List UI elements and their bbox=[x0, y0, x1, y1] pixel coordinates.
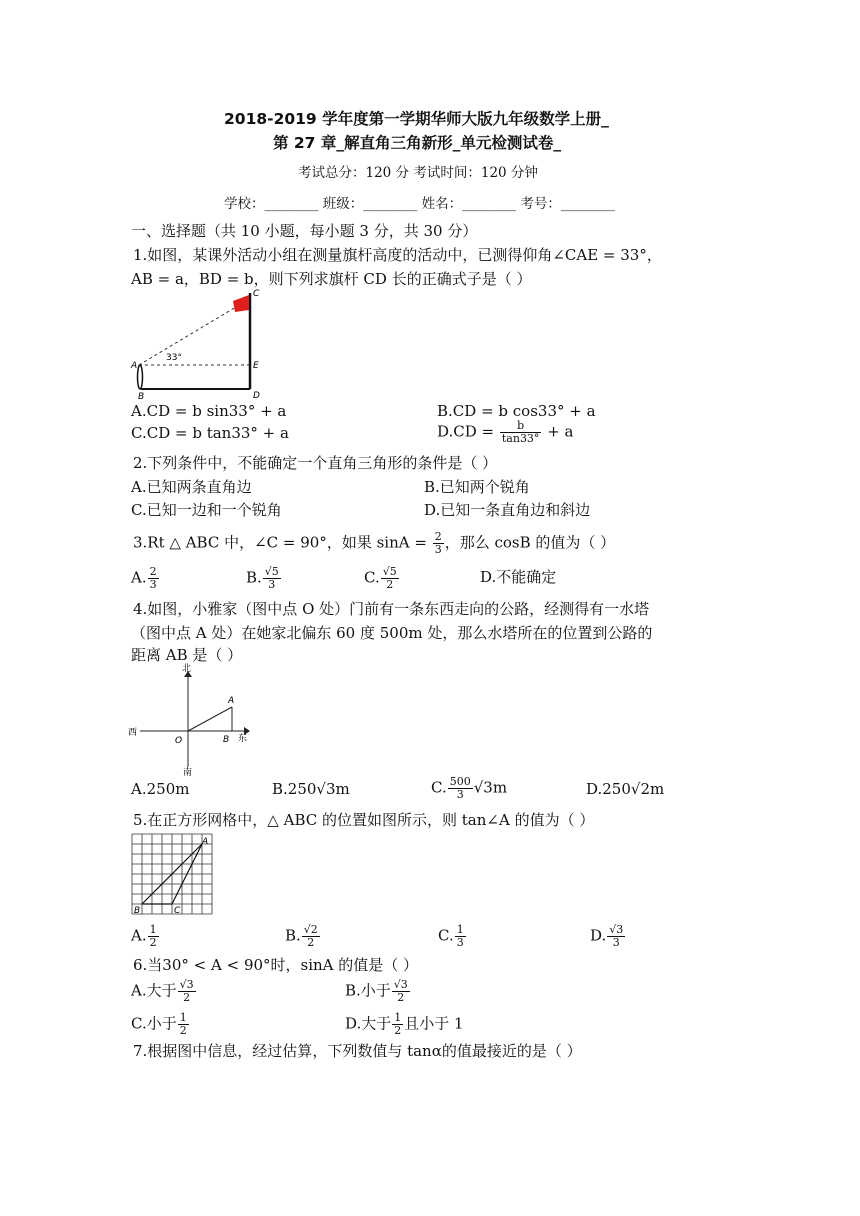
q4-option-c-prefix: C. bbox=[431, 778, 447, 797]
q1-stem-line2: AB = a，BD = b，则下列求旗杆 CD 长的正确式子是（ ） bbox=[131, 270, 532, 288]
q4-stem-line1: 4.如图，小雅家（图中点 O 处）门前有一条东西走向的公路，经测得有一水塔 bbox=[133, 600, 650, 618]
q3-stem bbox=[133, 531, 615, 556]
q6-option-b bbox=[345, 979, 411, 1004]
title-line-2: 第 27 章_解直角三角新形_单元检测试卷_ bbox=[273, 134, 562, 152]
q1-option-d-prefix: D.CD = bbox=[437, 422, 499, 441]
q1-option-d-den: tan33° bbox=[501, 432, 540, 445]
q4-label-a: A bbox=[228, 696, 235, 706]
q5-option-b-prefix: B. bbox=[285, 926, 301, 945]
q3-stem-part1: 3.Rt △ ABC 中，∠C = 90°，如果 sinA = bbox=[133, 533, 432, 552]
q1-flag bbox=[233, 295, 249, 312]
q3-option-b-num: √5 bbox=[264, 565, 279, 578]
q5-option-d-den: 3 bbox=[612, 936, 620, 949]
q4-label-o: O bbox=[175, 736, 183, 746]
q2-option-b: B.已知两个锐角 bbox=[424, 478, 530, 496]
q6-option-a-prefix: A.大于 bbox=[131, 981, 177, 1000]
q3-option-c-num: √5 bbox=[382, 565, 397, 578]
q3-stem-part2: ，那么 cosB 的值为（ ） bbox=[444, 533, 616, 552]
q6-stem: 6.当30° < A < 90°时，sinA 的值是（ ） bbox=[133, 956, 419, 974]
q3-option-d: D.不能确定 bbox=[480, 568, 557, 586]
q6-option-a-den: 2 bbox=[183, 991, 191, 1004]
q2-option-d: D.已知一条直角边和斜边 bbox=[424, 501, 591, 519]
q6-option-d-fraction bbox=[392, 1012, 403, 1037]
q1-option-d-fraction bbox=[500, 420, 542, 445]
q5-label-a: A bbox=[202, 837, 209, 847]
q5-option-d bbox=[590, 924, 626, 949]
q3-option-b-prefix: B. bbox=[246, 568, 262, 587]
q6-option-c-fraction bbox=[178, 1012, 189, 1037]
q5-label-c: C bbox=[174, 906, 181, 916]
student-info: 学校：________ 班级：________ 姓名：________ 考号：________ bbox=[224, 196, 615, 212]
q6-option-d-num: 1 bbox=[394, 1011, 402, 1024]
q5-option-d-num: √3 bbox=[609, 923, 624, 936]
q3-option-c-den: 2 bbox=[386, 578, 394, 591]
q5-option-b-fraction bbox=[302, 924, 320, 949]
q4-option-a: A.250m bbox=[131, 780, 190, 798]
q6-option-d-den: 2 bbox=[394, 1024, 402, 1037]
exam-info: 考试总分：120 分 考试时间：120 分钟 bbox=[298, 165, 538, 181]
q1-label-d: D bbox=[253, 391, 260, 401]
q4-option-c-fraction bbox=[448, 776, 473, 801]
q4-stem-line2: （图中点 A 处）在她家北偏东 60 度 500m 处，那么水塔所在的位置到公路的 bbox=[131, 624, 653, 642]
q6-option-a bbox=[131, 979, 197, 1004]
title-line-1: 2018-2019 学年度第一学期华师大版九年级数学上册_ bbox=[224, 110, 609, 128]
q5-option-c-fraction bbox=[455, 924, 466, 949]
q6-option-b-fraction bbox=[392, 979, 410, 1004]
q5-grid-figure bbox=[128, 832, 220, 918]
q5-option-a-fraction bbox=[148, 924, 159, 949]
q2-option-a: A.已知两条直角边 bbox=[131, 478, 252, 496]
q6-option-a-fraction bbox=[178, 979, 196, 1004]
q5-option-b-num: √2 bbox=[303, 923, 318, 936]
q3-option-a-fraction bbox=[148, 566, 159, 591]
q4-option-b: B.250√3m bbox=[272, 780, 350, 798]
q1-stem-line1: 1.如图，某课外活动小组在测量旗杆高度的活动中，已测得仰角∠CAE = 33°， bbox=[133, 246, 662, 264]
q6-option-d-prefix: D.大于 bbox=[345, 1014, 392, 1033]
q6-option-d-suffix: 且小于 1 bbox=[404, 1014, 464, 1033]
q3-option-b-den: 3 bbox=[268, 578, 276, 591]
q4-figure bbox=[126, 663, 256, 778]
q4-option-d: D.250√2m bbox=[586, 780, 665, 798]
q4-label-east: 东 bbox=[238, 734, 248, 744]
q1-label-c: C bbox=[253, 289, 260, 299]
q1-observer bbox=[138, 365, 143, 389]
section-heading: 一、选择题（共 10 小题，每小题 3 分，共 30 分） bbox=[131, 222, 478, 240]
q2-option-c: C.已知一边和一个锐角 bbox=[131, 501, 282, 519]
q1-option-d-suffix: + a bbox=[542, 422, 574, 441]
q4-label-north: 北 bbox=[182, 664, 192, 674]
q1-angle-label: 33° bbox=[166, 353, 182, 363]
q3-option-a bbox=[131, 566, 160, 591]
q4-option-c-den: 3 bbox=[456, 788, 464, 801]
q1-option-d bbox=[437, 420, 574, 445]
q3-option-a-num: 2 bbox=[149, 565, 157, 578]
q4-label-b: B bbox=[223, 735, 230, 745]
q1-option-d-num: b bbox=[500, 420, 542, 433]
q6-option-b-prefix: B.小于 bbox=[345, 981, 391, 1000]
q6-option-a-num: √3 bbox=[179, 978, 194, 991]
q5-option-b bbox=[285, 924, 321, 949]
q6-option-c bbox=[131, 1012, 190, 1037]
q3-option-a-prefix: A. bbox=[131, 568, 147, 587]
q5-option-c-num: 1 bbox=[456, 923, 464, 936]
q1-label-a: A bbox=[131, 361, 138, 371]
q6-option-d bbox=[345, 1012, 464, 1037]
q3-stem-den: 3 bbox=[434, 543, 442, 556]
q6-option-c-num: 1 bbox=[179, 1011, 187, 1024]
q1-option-b: B.CD = b cos33° + a bbox=[437, 402, 596, 420]
q3-option-b-fraction bbox=[263, 566, 281, 591]
q3-option-b bbox=[246, 566, 282, 591]
q5-option-d-prefix: D. bbox=[590, 926, 607, 945]
q1-label-e: E bbox=[253, 361, 259, 371]
q3-option-c-prefix: C. bbox=[364, 568, 380, 587]
q4-option-c-num: 500 bbox=[449, 775, 471, 788]
q6-option-c-den: 2 bbox=[179, 1024, 187, 1037]
q1-option-a: A.CD = b sin33° + a bbox=[131, 402, 287, 420]
q5-option-d-fraction bbox=[607, 924, 625, 949]
q2-stem: 2.下列条件中，不能确定一个直角三角形的条件是（ ） bbox=[133, 454, 498, 472]
q4-stem-line3: 距离 AB 是（ ） bbox=[131, 646, 243, 664]
q6-option-b-num: √3 bbox=[393, 978, 408, 991]
q3-option-c-fraction bbox=[381, 566, 399, 591]
q3-option-a-den: 3 bbox=[149, 578, 157, 591]
q1-option-c: C.CD = b tan33° + a bbox=[131, 424, 289, 442]
q3-stem-fraction bbox=[433, 531, 444, 556]
q4-option-c-suffix: √3m bbox=[473, 778, 508, 797]
q5-option-c-den: 3 bbox=[456, 936, 464, 949]
q5-option-a-den: 2 bbox=[149, 936, 157, 949]
q5-stem: 5.在正方形网格中，△ ABC 的位置如图所示，则 tan∠A 的值为（ ） bbox=[133, 811, 595, 829]
q6-option-b-den: 2 bbox=[397, 991, 405, 1004]
q1-line-ac bbox=[139, 301, 246, 365]
q3-stem-num: 2 bbox=[434, 530, 442, 543]
q5-option-c bbox=[438, 924, 467, 949]
q4-label-south: 南 bbox=[183, 768, 193, 778]
q4-label-west: 西 bbox=[128, 728, 138, 738]
q4-line-oa bbox=[188, 707, 232, 731]
q4-option-c bbox=[431, 776, 507, 801]
q5-option-b-den: 2 bbox=[307, 936, 315, 949]
q5-option-a bbox=[131, 924, 160, 949]
q5-option-c-prefix: C. bbox=[438, 926, 454, 945]
q5-label-b: B bbox=[134, 906, 141, 916]
q6-option-c-prefix: C.小于 bbox=[131, 1014, 177, 1033]
q1-figure bbox=[128, 285, 268, 405]
q5-option-a-prefix: A. bbox=[131, 926, 147, 945]
q7-stem: 7.根据图中信息，经过估算，下列数值与 tanα的值最接近的是（ ） bbox=[133, 1042, 582, 1060]
q5-option-a-num: 1 bbox=[149, 923, 157, 936]
q3-option-c bbox=[364, 566, 400, 591]
q1-label-b: B bbox=[138, 392, 145, 402]
